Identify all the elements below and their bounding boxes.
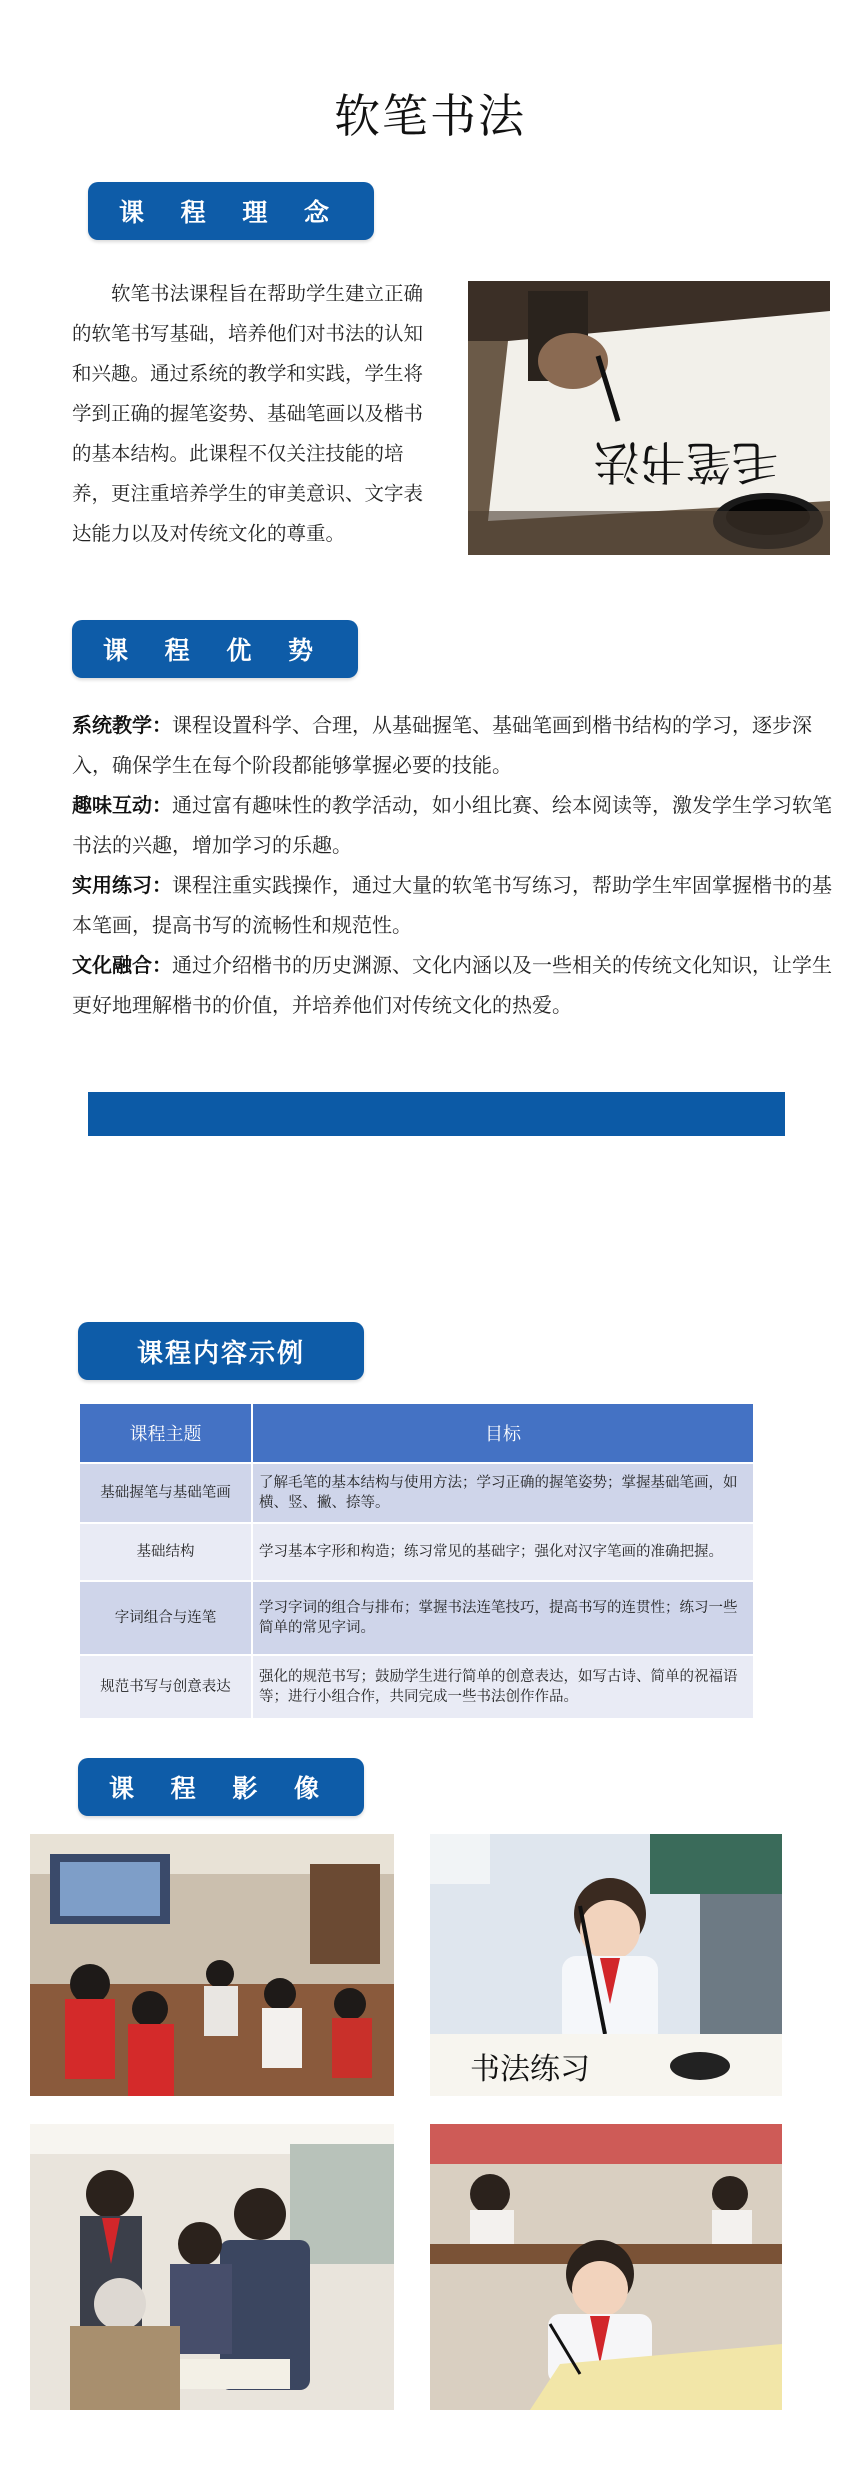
page-title: 软笔书法 — [334, 89, 526, 143]
section-title-content: 课程内容示例 — [78, 1322, 364, 1380]
course-table — [78, 1402, 755, 1720]
intro-paragraph: 软笔书法课程旨在帮助学生建立正确的软笔书写基础，培养他们对书法的认知和兴趣。通过系统的教学和实践，学生将学到正确的握笔姿势、基础笔画以及楷书的基本结构。此课程不仅关注技能的培养，更注重培养学生的审美意识、文字表达能力以及对传统文化的尊重。 — [72, 282, 424, 545]
svg-text:毛笔书法: 毛笔书法 — [594, 435, 778, 489]
table-cell-goal: 学习基本字形和构造；练习常见的基础字；强化对汉字笔画的准确把握。 — [253, 1524, 753, 1580]
table-cell-goal: 强化的规范书写；鼓励学生进行简单的创意表达，如写古诗、简单的祝福语等；进行小组合作，共同完成一些书法创作作品。 — [253, 1656, 753, 1718]
student-writing-photo — [430, 1834, 782, 2096]
table-header-row — [80, 1404, 753, 1462]
table-row — [80, 1656, 753, 1718]
students-practice-photo — [430, 2124, 782, 2410]
table-cell-goal: 了解毛笔的基本结构与使用方法；学习正确的握笔姿势；掌握基础笔画，如横、竖、撇、捺等。 — [253, 1464, 753, 1522]
table-header-goal: 目标 — [253, 1404, 753, 1462]
advantage-item — [72, 705, 832, 785]
advantage-label: 趣味互动： — [72, 793, 172, 817]
teachers-guiding-photo — [30, 2124, 394, 2410]
advantage-label: 实用练习： — [72, 873, 172, 897]
table-cell-topic: 基础握笔与基础笔画 — [80, 1464, 251, 1522]
table-row — [80, 1464, 753, 1522]
advantage-item — [72, 945, 832, 1025]
advantage-label: 文化融合： — [72, 953, 172, 977]
table-header-topic: 课程主题 — [80, 1404, 251, 1462]
section-title-gallery: 课 程 影 像 — [78, 1758, 364, 1816]
table-cell-goal: 学习字词的组合与排布；掌握书法连笔技巧，提高书写的连贯性；练习一些简单的常见字词。 — [253, 1582, 753, 1654]
svg-text:书法练习: 书法练习 — [470, 2052, 590, 2087]
table-row — [80, 1524, 753, 1580]
table-row — [80, 1582, 753, 1654]
table-cell-topic: 基础结构 — [80, 1524, 251, 1580]
advantage-text: 通过富有趣味性的教学活动，如小组比赛、绘本阅读等，激发学生学习软笔书法的兴趣，增加学习的乐趣。 — [72, 793, 832, 857]
advantage-label: 系统教学： — [72, 713, 172, 737]
classroom-photo — [30, 1834, 394, 2096]
advantage-item — [72, 865, 832, 945]
advantage-text: 课程注重实践操作，通过大量的软笔书写练习，帮助学生牢固掌握楷书的基本笔画，提高书写的流畅性和规范性。 — [72, 873, 832, 937]
advantage-text: 通过介绍楷书的历史渊源、文化内涵以及一些相关的传统文化知识，让学生更好地理解楷书的价值，并培养他们对传统文化的热爱。 — [72, 953, 832, 1017]
section-title-philosophy: 课 程 理 念 — [88, 182, 374, 240]
advantage-text: 课程设置科学、合理，从基础握笔、基础笔画到楷书结构的学习，逐步深入，确保学生在每个阶段都能够掌握必要的技能。 — [72, 713, 812, 777]
advantage-item — [72, 785, 832, 865]
calligraphy-brush-photo — [468, 281, 830, 555]
table-cell-topic: 字词组合与连笔 — [80, 1582, 251, 1654]
divider-bar — [88, 1092, 785, 1136]
advantages-list — [72, 705, 832, 1025]
section-title-advantages: 课 程 优 势 — [72, 620, 358, 678]
table-cell-topic: 规范书写与创意表达 — [80, 1656, 251, 1718]
